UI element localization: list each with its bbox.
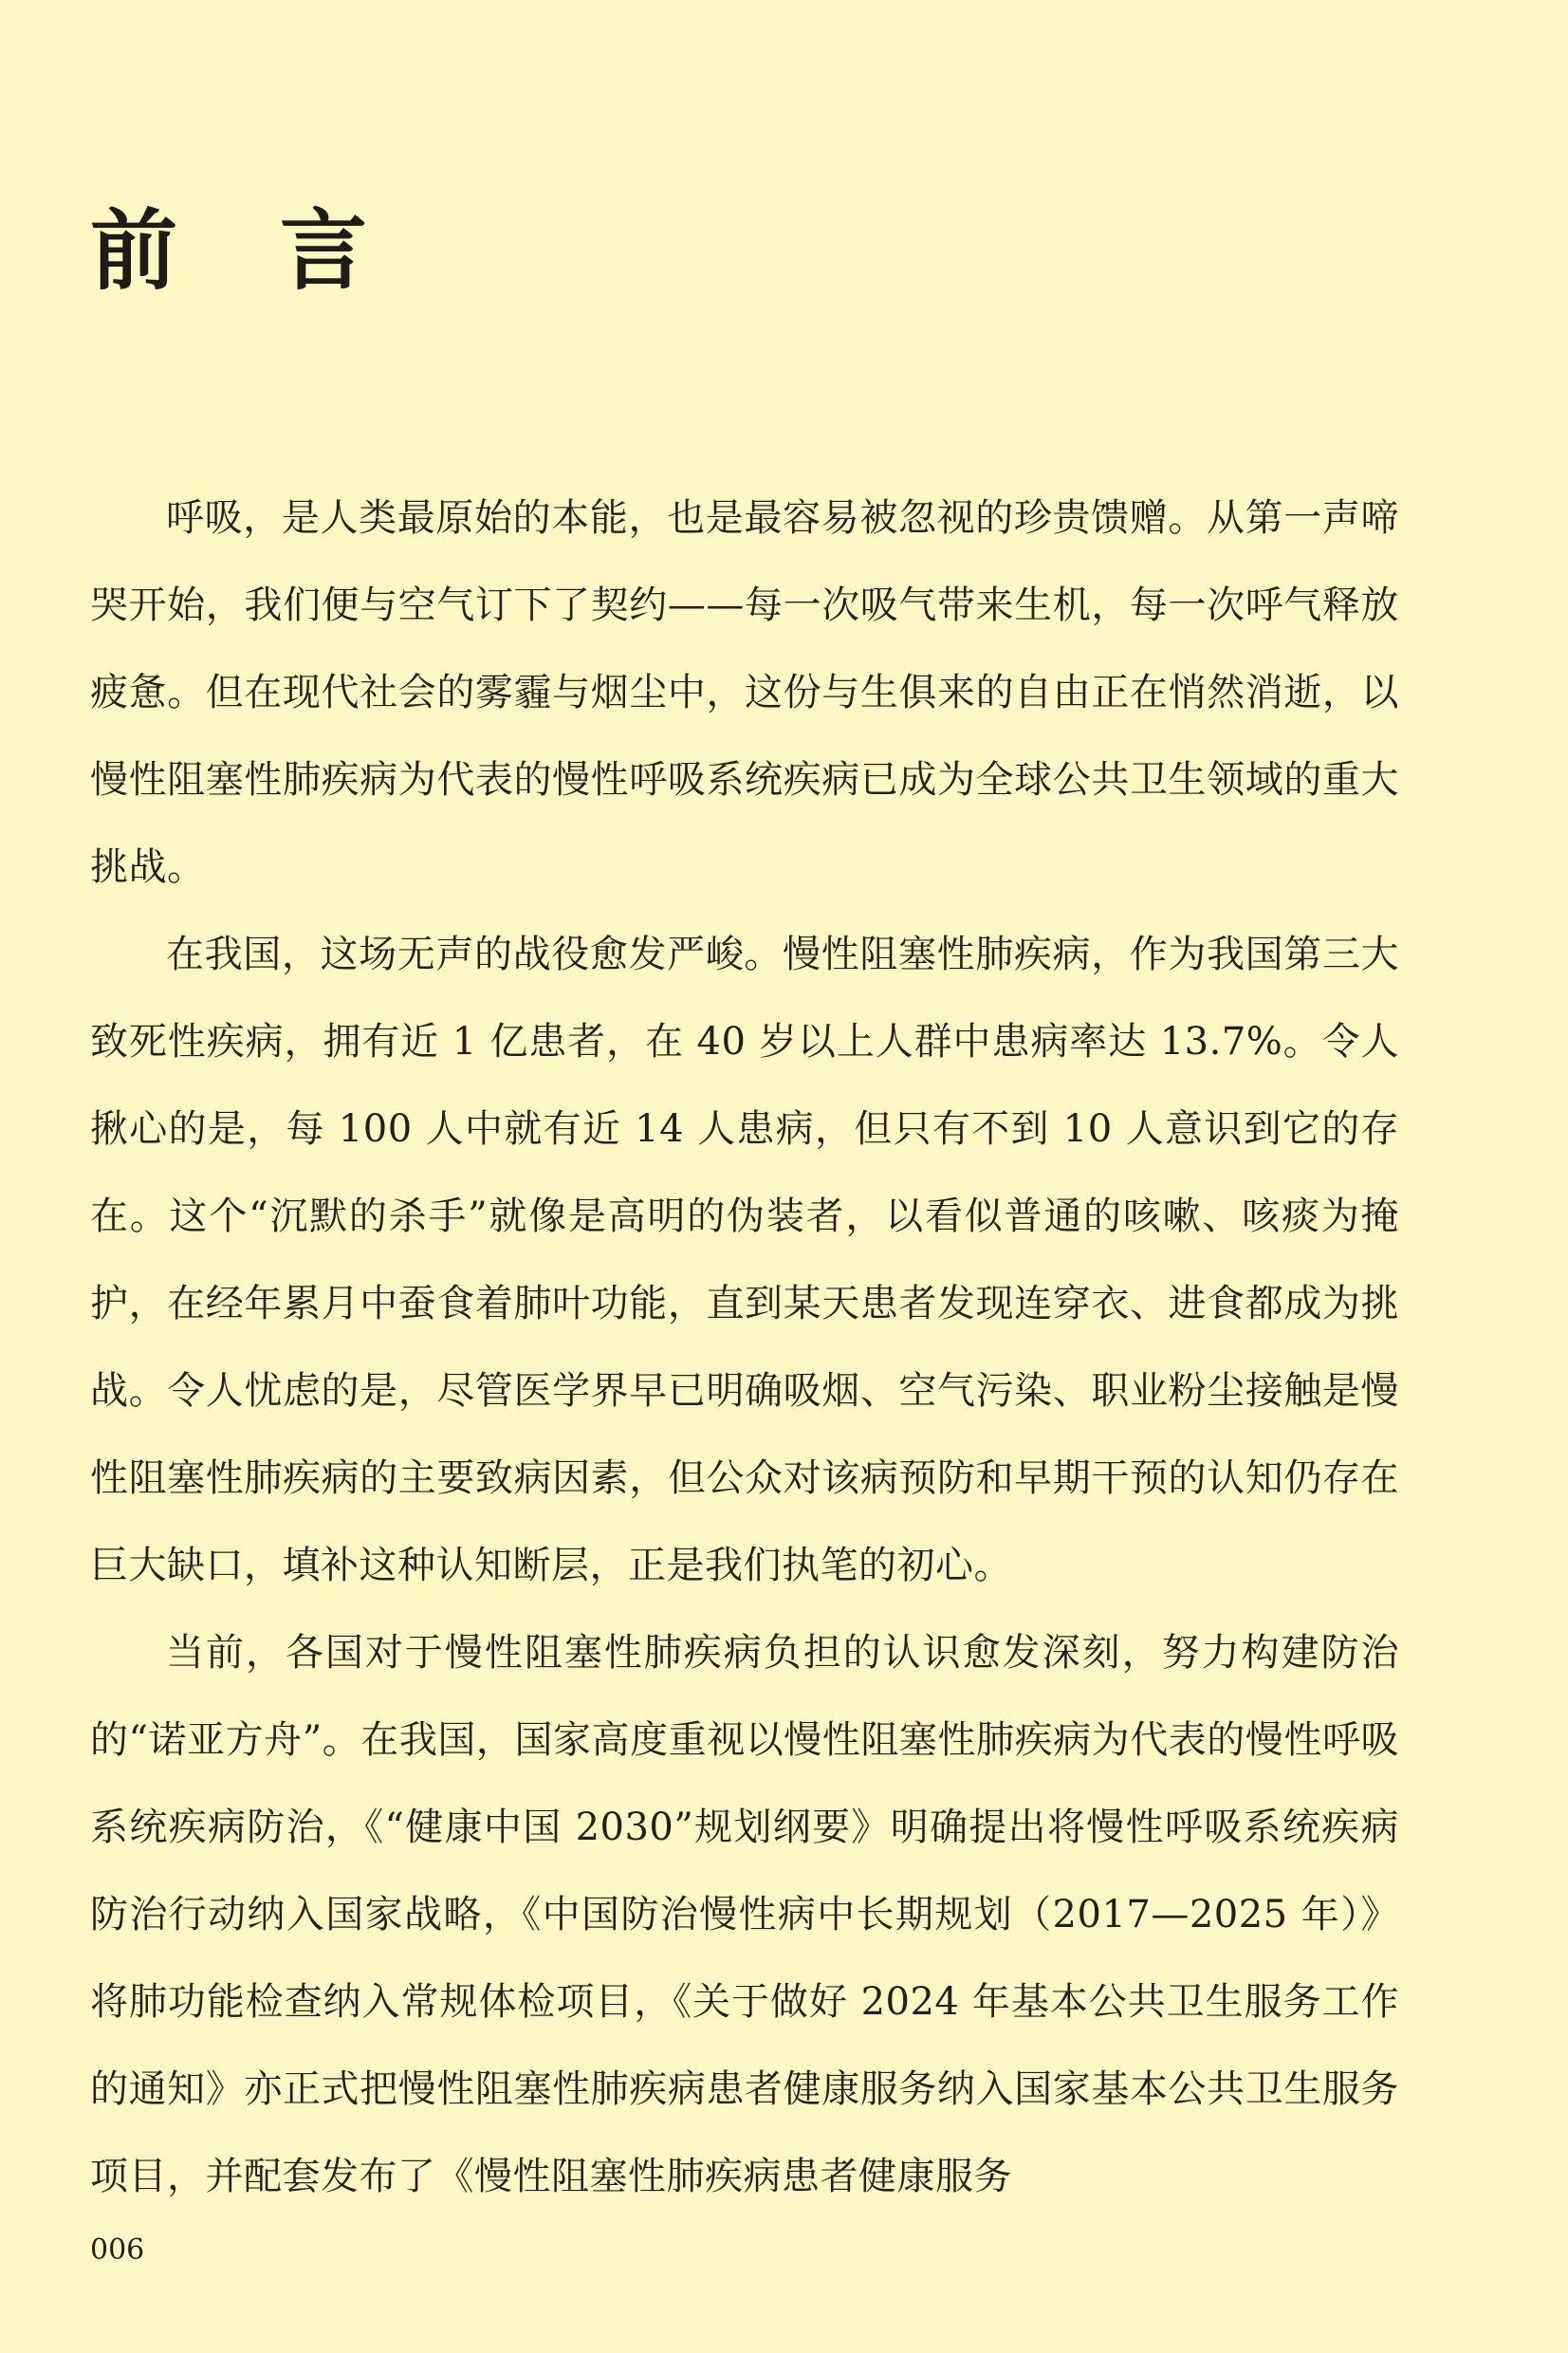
paragraph: 当前，各国对于慢性阻塞性肺疾病负担的认识愈发深刻，努力构建防治的“诺亚方舟”。在我国，国家高度重视以慢性阻塞性肺疾病为代表的慢性呼吸系统疾病防治，《“健康中国 2030”规划纲要》明确提出将慢性呼吸系统疾病防治行动纳入国家战略，《中国防治慢性病中长期规划（2017—2025 年）》将肺功能检查纳入常规体检项目，《关于做好 2024 年基本公共卫生服务工作的通知》亦正式把慢性阻塞性肺疾病患者健康服务纳入国家基本公共卫生服务项目，并配套发布了《慢性阻塞性肺疾病患者健康服务 bbox=[90, 1631, 1399, 2198]
page-number: 006 bbox=[90, 2233, 145, 2267]
body-text bbox=[90, 474, 1399, 2220]
paragraph: 呼吸，是人类最原始的本能，也是最容易被忽视的珍贵馈赠。从第一声啼哭开始，我们便与空气订下了契约——每一次吸气带来生机，每一次呼气释放疲惫。但在现代社会的雾霾与烟尘中，这份与生俱来的自由正在悄然消逝，以慢性阻塞性肺疾病为代表的慢性呼吸系统疾病已成为全球公共卫生领域的重大挑战。 bbox=[90, 496, 1399, 889]
paragraph: 在我国，这场无声的战役愈发严峻。慢性阻塞性肺疾病，作为我国第三大致死性疾病，拥有近 1 亿患者，在 40 岁以上人群中患病率达 13.7%。令人揪心的是，每 100 人中就有近 14 人患病，但只有不到 10 人意识到它的存在。这个“沉默的杀手”就像是高明的伪装者，以看似普通的咳嗽、咳痰为掩护，在经年累月中蚕食着肺叶功能，直到某天患者发现连穿衣、进食都成为挑战。令人忧虑的是，尽管医学界早已明确吸烟、空气污染、职业粉尘接触是慢性阻塞性肺疾病的主要致病因素，但公众对该病预防和早期干预的认知仍存在巨大缺口，填补这种认知断层，正是我们执笔的初心。 bbox=[90, 933, 1399, 1587]
page-title: 前 言 bbox=[90, 200, 404, 302]
